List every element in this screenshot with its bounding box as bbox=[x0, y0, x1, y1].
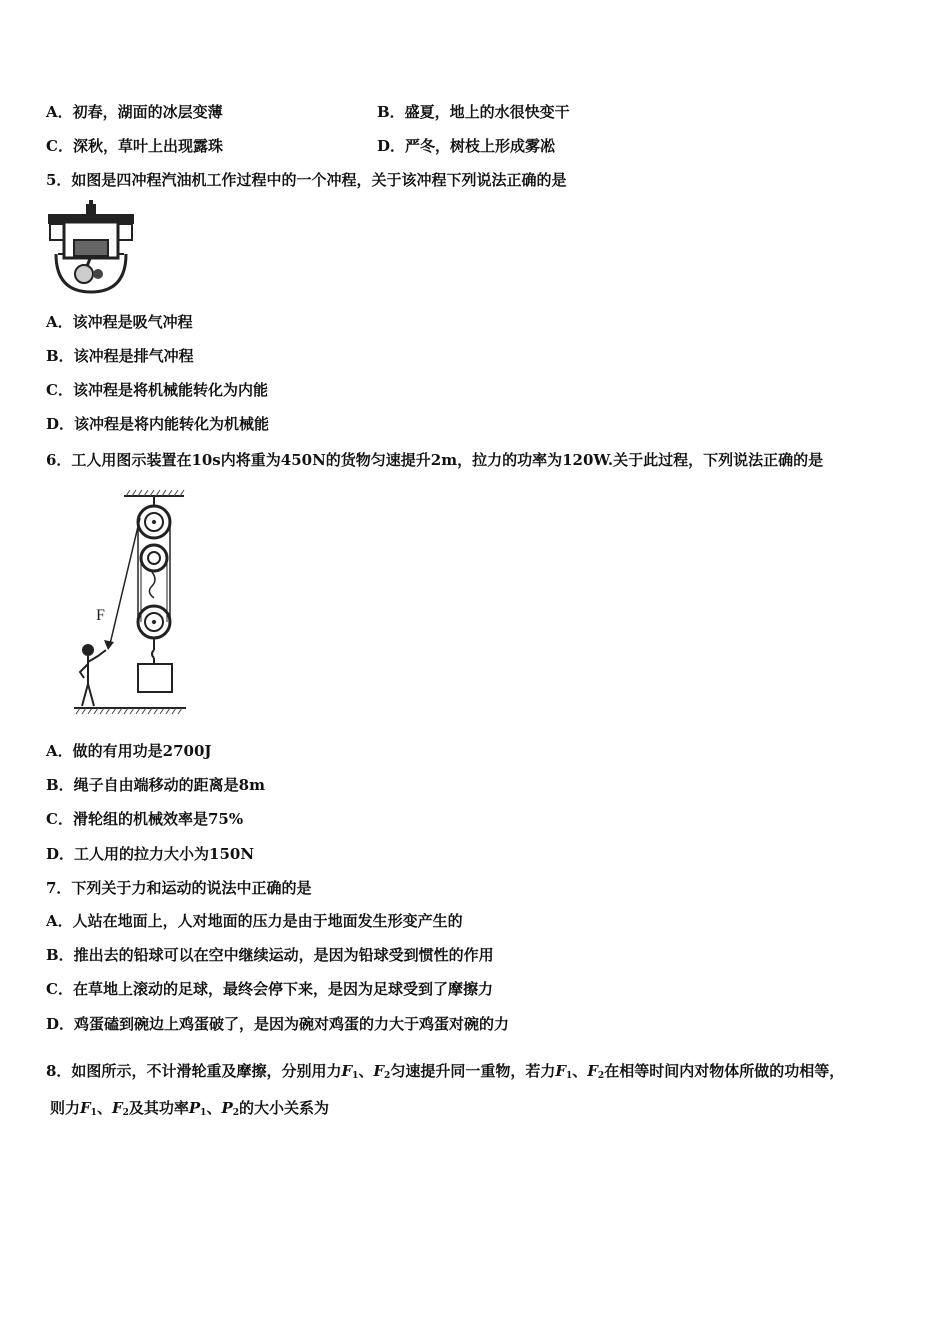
q8-stem-line-1: 8．如图所示，不计滑轮重及摩擦，分别用力$F_1$、$F_2$匀速提升同一重物，若力$F_1$、$F_2$在相等时间内对物体所做的功相等， bbox=[46, 1062, 845, 1081]
q6-option-b: B．绳子自由端移动的距离是8m bbox=[46, 776, 265, 794]
q8-stem-line-2: 则力$F_1$、$F_2$及其功率$P_1$、$P_2$的大小关系为 bbox=[50, 1099, 330, 1118]
q4-option-c: C．深秋，草叶上出现露珠 bbox=[46, 137, 223, 155]
q6-option-d: D．工人用的拉力大小为150N bbox=[46, 845, 255, 863]
q5-stem: 5．如图是四冲程汽油机工作过程中的一个冲程，关于该冲程下列说法正确的是 bbox=[46, 171, 567, 189]
engine-stroke-figure bbox=[46, 200, 136, 296]
q7-stem: 7．下列关于力和运动的说法中正确的是 bbox=[46, 879, 312, 897]
q7-option-c: C．在草地上滚动的足球，最终会停下来，是因为足球受到了摩擦力 bbox=[46, 980, 493, 998]
q5-option-d: D．该冲程是将内能转化为机械能 bbox=[46, 415, 270, 433]
q4-option-b: B．盛夏，地上的水很快变干 bbox=[377, 103, 570, 121]
q5-option-a: A．该冲程是吸气冲程 bbox=[46, 313, 193, 331]
pulley-system-figure bbox=[70, 488, 190, 720]
q5-option-b: B．该冲程是排气冲程 bbox=[46, 347, 194, 365]
q6-option-c: C．滑轮组的机械效率是75% bbox=[46, 810, 244, 828]
q4-option-d: D．严冬，树枝上形成雾凇 bbox=[377, 137, 556, 155]
q7-option-b: B．推出去的铅球可以在空中继续运动，是因为铅球受到惯性的作用 bbox=[46, 946, 494, 964]
force-label: F bbox=[96, 607, 105, 624]
q7-option-d: D．鸡蛋磕到碗边上鸡蛋破了，是因为碗对鸡蛋的力大于鸡蛋对碗的力 bbox=[46, 1015, 510, 1033]
q4-option-a: A．初春，湖面的冰层变薄 bbox=[46, 103, 223, 121]
q5-option-c: C．该冲程是将机械能转化为内能 bbox=[46, 381, 268, 399]
q6-stem: 6．工人用图示装置在10s内将重为450N的货物匀速提升2m，拉力的功率为120W.关于此过程，下列说法正确的是 bbox=[46, 451, 824, 469]
q7-option-a: A．人站在地面上，人对地面的压力是由于地面发生形变产生的 bbox=[46, 912, 463, 930]
q6-option-a: A．做的有用功是2700J bbox=[46, 742, 212, 760]
